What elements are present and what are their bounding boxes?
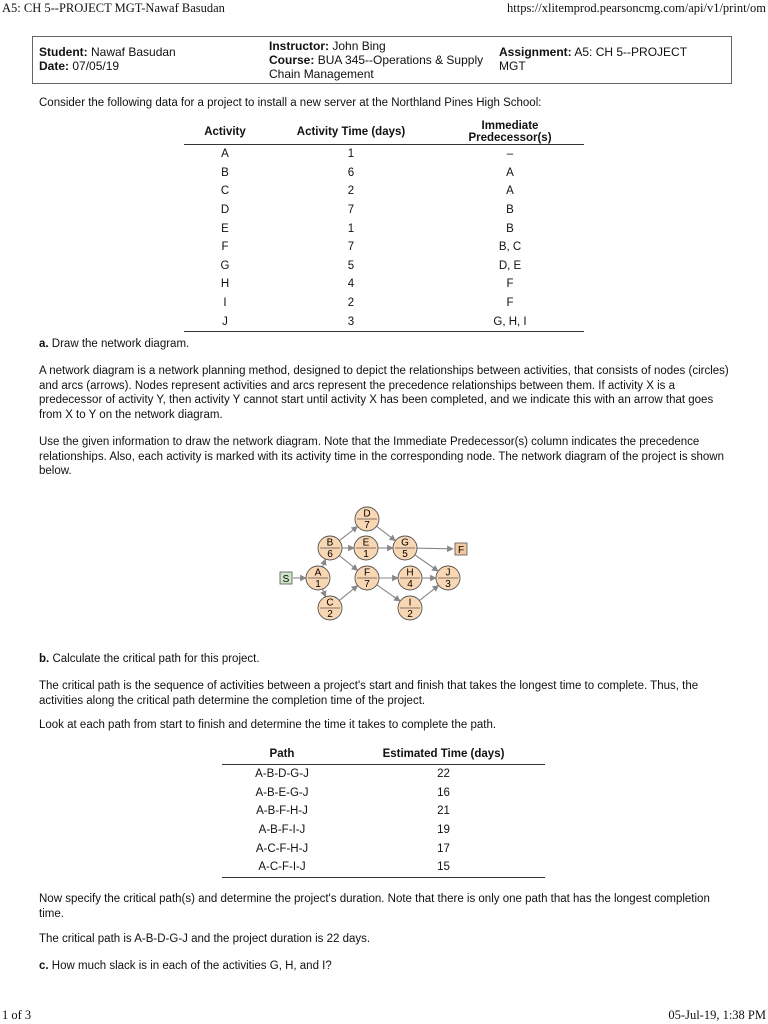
cell-predecessor: –: [506, 148, 514, 161]
col-estimated-time: Estimated Time (days): [342, 744, 545, 765]
assignment-info-box: [32, 36, 732, 84]
svg-text:H: H: [406, 567, 414, 579]
cell-time: 2: [347, 297, 355, 310]
table-row: [184, 275, 584, 294]
part-b-paragraph-1: The critical path is the sequence of activities between a project's start and finish that takes the longest time to complete. Thus, the activities along the critical path determine the completion time of the project.: [39, 680, 699, 707]
svg-text:B: B: [326, 537, 334, 549]
arrow-b-d: [339, 526, 357, 540]
svg-text:S: S: [282, 574, 290, 585]
cell-path: A-C-F-H-J: [255, 842, 309, 855]
table-row: [184, 219, 584, 238]
col-activity: Activity: [184, 120, 266, 145]
cell-predecessor: D, E: [498, 259, 522, 272]
conclusion-paragraph-1: Now specify the critical path(s) and determine the project's duration. Note that there is only one path that has the longest completion time.: [39, 893, 710, 920]
activity-node-i: [398, 596, 422, 620]
table-row: [222, 839, 545, 858]
assignment-info: [499, 45, 687, 73]
cell-estimated-time: 22: [437, 768, 450, 781]
cell-predecessor: B: [506, 222, 514, 235]
instructor-info: [269, 39, 483, 81]
cell-activity: D: [220, 204, 230, 217]
table-row: [222, 858, 545, 877]
cell-time: 3: [266, 312, 436, 331]
part-c-question-text: How much slack is in each of the activities G, H, and I?: [51, 960, 332, 972]
arrow-f-i: [377, 585, 400, 601]
student-name: Nawaf Basudan: [91, 45, 176, 59]
assignment-name-line2: MGT: [499, 59, 526, 73]
part-b-label: b.: [39, 653, 50, 665]
assignment-name-line1: A5: CH 5--PROJECT: [574, 45, 688, 59]
svg-text:J: J: [445, 567, 451, 579]
cell-activity: B: [221, 166, 229, 179]
activity-node-f: [355, 566, 379, 590]
part-a-label: a.: [39, 338, 49, 350]
cell-estimated-time: 15: [342, 858, 545, 877]
assignment-label: Assignment:: [499, 45, 572, 59]
arrow-d-g: [377, 526, 396, 540]
part-b-question-text: Calculate the critical path for this project.: [52, 653, 260, 665]
table-row: [222, 821, 545, 840]
cell-predecessor: G, H, I: [436, 312, 584, 331]
part-a-question: [39, 337, 729, 352]
cell-predecessor: A: [506, 166, 514, 179]
critical-path-statement: The critical path is A-B-D-G-J and the project duration is 22 days.: [39, 933, 371, 945]
cell-path: A-B-F-I-J: [258, 824, 306, 837]
table-row: [222, 765, 545, 784]
cell-predecessor: F: [506, 278, 514, 291]
svg-text:3: 3: [445, 579, 451, 590]
svg-text:G: G: [401, 537, 409, 549]
arrow-g-fin: [417, 548, 453, 549]
svg-text:F: F: [363, 567, 371, 579]
part-a-paragraph-1: A network diagram is a network planning method, designed to depict the relationships between activities, that consists of nodes (circles) and arcs (arrows). Nodes represent activities and arcs represent the precedence relationships between them. If activity X is a predecessor of activity Y, then activity Y cannot start until activity X has been completed, and we indicate this with an arrow that goes from X to Y on the network diagram.: [39, 365, 729, 421]
cell-activity: F: [221, 241, 229, 254]
cell-path: A-B-D-G-J: [255, 768, 309, 781]
col-path: Path: [222, 744, 342, 765]
course-name-line2: Chain Management: [269, 67, 374, 81]
svg-text:7: 7: [364, 579, 370, 590]
intro-text: Consider the following data for a project to install a new server at the Northland Pines High School:: [39, 97, 542, 109]
cell-time: 7: [347, 204, 355, 217]
svg-text:2: 2: [407, 609, 413, 620]
cell-time: 2: [347, 185, 355, 198]
activity-node-e: [354, 536, 378, 560]
arrow-a-b: [322, 559, 325, 567]
table-row: [184, 182, 584, 201]
cell-activity: J: [184, 312, 266, 331]
course-name-line1: BUA 345--Operations & Supply: [317, 53, 484, 67]
cell-predecessor: B, C: [498, 241, 522, 254]
activity-node-d: [355, 507, 379, 531]
cell-time: 1: [347, 222, 355, 235]
part-c-question: [39, 959, 729, 974]
part-c-label: c.: [39, 960, 49, 972]
student-info: [39, 45, 176, 73]
part-b-paragraph-2: Look at each path from start to finish and determine the time it takes to complete the path.: [39, 719, 497, 731]
cell-activity: G: [220, 259, 230, 272]
arrow-g-j: [415, 555, 438, 571]
cell-predecessor: B: [506, 204, 514, 217]
svg-text:E: E: [362, 537, 370, 549]
cell-estimated-time: 17: [437, 842, 450, 855]
cell-path: A-B-F-H-J: [256, 805, 308, 818]
cell-activity: E: [221, 222, 229, 235]
cell-time: 4: [347, 278, 355, 291]
activity-table-header: [184, 120, 584, 145]
date-label: Date:: [39, 59, 70, 73]
activity-node-g: [393, 536, 417, 560]
col-activity-time: Activity Time (days): [266, 120, 436, 145]
path-table-header: [222, 744, 545, 765]
part-b-question: [39, 652, 729, 667]
cell-estimated-time: 19: [437, 824, 450, 837]
finish-node: [455, 543, 467, 556]
table-row: [222, 802, 545, 821]
instructor-name: John Bing: [332, 39, 386, 53]
svg-text:4: 4: [407, 579, 413, 590]
print-header-title: A5: CH 5--PROJECT MGT-Nawaf Basudan: [2, 1, 225, 15]
svg-text:1: 1: [315, 579, 321, 590]
svg-text:C: C: [326, 597, 334, 609]
svg-text:D: D: [363, 508, 371, 520]
page-number: 1 of 3: [2, 1008, 32, 1022]
svg-text:I: I: [408, 597, 412, 609]
table-row: [184, 257, 584, 276]
cell-predecessor: F: [506, 297, 514, 310]
start-node: [280, 572, 292, 585]
activity-node-a: [306, 566, 330, 590]
cell-activity: H: [220, 278, 230, 291]
table-row: [222, 784, 545, 803]
diagram-nodes: [280, 507, 467, 620]
svg-text:2: 2: [327, 609, 333, 620]
cell-path: A-B-E-G-J: [255, 786, 309, 799]
table-row: [184, 164, 584, 183]
svg-text:7: 7: [364, 520, 370, 531]
table-row: [184, 201, 584, 220]
svg-text:F: F: [457, 545, 465, 556]
print-timestamp: 05-Jul-19, 1:38 PM: [668, 1008, 766, 1022]
svg-text:6: 6: [327, 549, 333, 560]
arrow-a-c: [322, 589, 325, 597]
table-row: [184, 145, 584, 164]
svg-text:1: 1: [363, 549, 369, 560]
arrow-c-f: [339, 586, 357, 601]
table-row: [184, 238, 584, 257]
cell-time: 5: [347, 259, 355, 272]
activity-node-h: [398, 566, 422, 590]
cell-time: 6: [347, 166, 355, 179]
student-label: Student:: [39, 45, 88, 59]
activity-node-b: [318, 536, 342, 560]
arrow-i-j: [419, 585, 438, 600]
part-a-question-text: Draw the network diagram.: [51, 338, 190, 350]
cell-estimated-time: 16: [437, 786, 450, 799]
cell-path: A-C-F-I-J: [222, 858, 342, 877]
activity-node-c: [318, 596, 342, 620]
activity-node-j: [436, 566, 460, 590]
date-value: 07/05/19: [72, 59, 120, 73]
cell-predecessor: A: [506, 185, 514, 198]
part-a-paragraph-2: Use the given information to draw the network diagram. Note that the Immediate Predecessor(s) column indicates the precedence relationships. Also, each activity is marked with its activity time in the corresponding node. The network diagram of the project is shown below.: [39, 436, 725, 477]
cell-activity: A: [221, 148, 229, 161]
table-row: [184, 294, 584, 313]
instructor-label: Instructor:: [269, 39, 329, 53]
path-table: [222, 744, 545, 878]
print-header-url: https://xlitemprod.pearsoncmg.com/api/v1/print/om: [507, 1, 766, 15]
svg-text:5: 5: [402, 549, 408, 560]
cell-time: 1: [347, 148, 355, 161]
cell-time: 7: [347, 241, 355, 254]
svg-text:A: A: [314, 567, 322, 579]
activity-table: [184, 120, 584, 332]
col-predecessors: Immediate Predecessor(s): [436, 120, 584, 145]
network-diagram: [250, 492, 530, 640]
table-row: [184, 312, 584, 331]
arrow-b-f: [339, 556, 357, 571]
course-label: Course:: [269, 53, 315, 67]
cell-activity: I: [223, 297, 227, 310]
cell-activity: C: [220, 185, 230, 198]
cell-estimated-time: 21: [437, 805, 450, 818]
